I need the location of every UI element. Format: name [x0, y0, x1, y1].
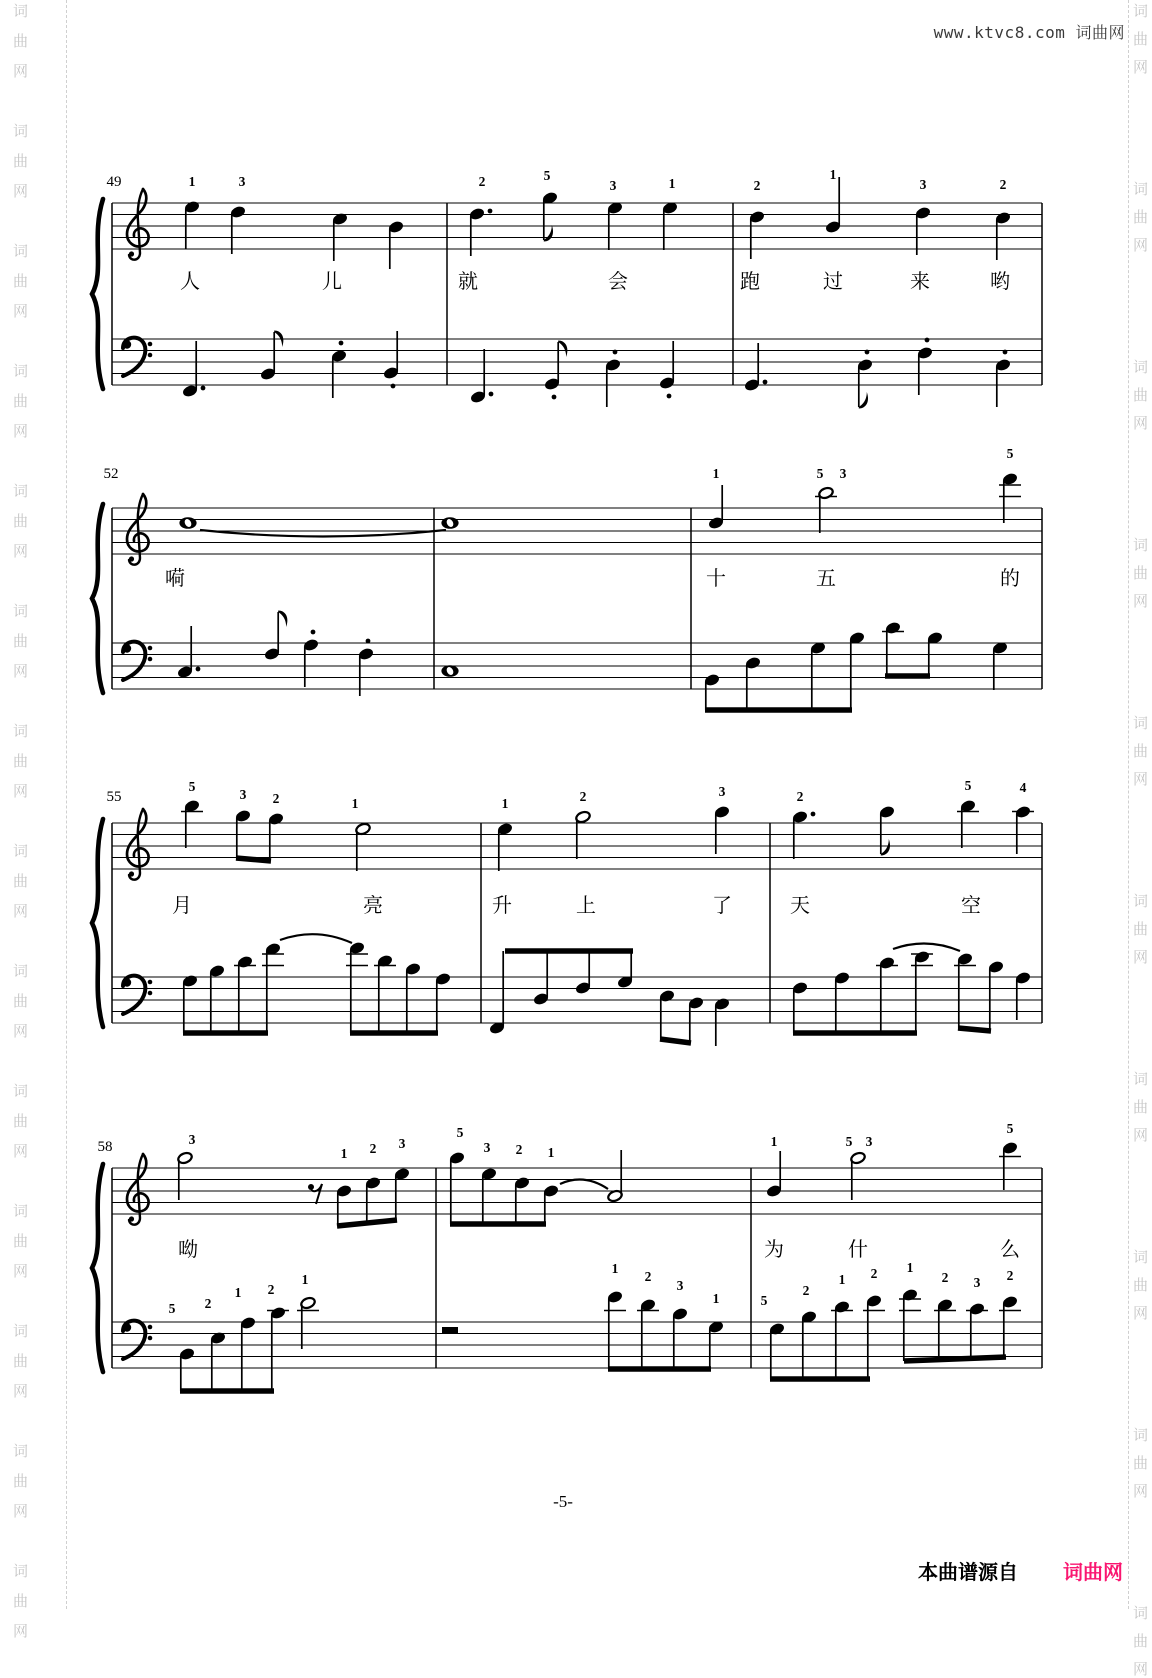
lyric-syllable: 来	[910, 271, 930, 293]
fingering-number: 5	[1006, 446, 1014, 461]
side-watermark-char: 词	[1133, 893, 1149, 910]
eighth-note	[269, 1306, 286, 1391]
fingering-number: 3	[239, 787, 247, 802]
fingering-number: 3	[973, 1275, 981, 1290]
dot	[196, 667, 201, 672]
fingering-number: 1	[547, 1145, 555, 1160]
quarter-note	[765, 1151, 782, 1198]
measure-number: 55	[106, 789, 122, 805]
eighth-note	[987, 960, 1004, 1031]
fingering-number: 5	[456, 1125, 464, 1140]
side-watermark-char: 网	[13, 183, 29, 200]
quarter-note	[604, 350, 621, 407]
side-watermark-char: 网	[1133, 237, 1149, 254]
side-watermark-char: 网	[1133, 771, 1149, 788]
dot	[488, 209, 493, 214]
side-watermark-char: 网	[13, 1383, 29, 1400]
eighth-flag	[278, 611, 287, 628]
fingering-number: 1	[906, 1260, 914, 1275]
side-watermark-char: 词	[1133, 1427, 1149, 1444]
fingering-number: 1	[668, 176, 676, 191]
eighth-note	[542, 1184, 559, 1224]
side-watermark-char: 网	[1133, 593, 1149, 610]
eighth-note	[606, 1290, 623, 1369]
side-watermark-char: 曲	[13, 153, 29, 170]
eighth-note	[913, 950, 930, 1033]
dot	[763, 380, 768, 385]
quarter-note	[302, 630, 319, 687]
fingering-number: 2	[753, 178, 761, 193]
side-watermark-char: 词	[1133, 537, 1149, 554]
eighth-note	[956, 952, 973, 1028]
fingering-number: 5	[845, 1134, 853, 1149]
side-watermark-char: 曲	[13, 33, 29, 50]
side-watermark-char: 词	[13, 723, 29, 740]
quarter-note	[914, 206, 931, 255]
eighth-note	[364, 1176, 381, 1223]
fingering-number: 1	[351, 796, 359, 811]
eighth-note	[335, 1184, 352, 1226]
footer-brand-link[interactable]: 词曲网	[1063, 1562, 1123, 1584]
beam	[904, 1357, 1006, 1361]
dot	[1003, 350, 1008, 355]
eighth-note	[513, 1176, 530, 1224]
quarter-note	[469, 349, 493, 404]
side-watermark-char: 网	[13, 1623, 29, 1640]
lyric-syllable: 五	[816, 568, 836, 590]
lyric-syllable: 为	[764, 1239, 784, 1261]
eighth-flag	[544, 225, 553, 242]
dot	[391, 384, 396, 389]
side-watermark-char: 曲	[13, 873, 29, 890]
bass-staff	[112, 339, 1042, 385]
eighth-note	[744, 656, 761, 710]
system-brace	[92, 199, 103, 389]
side-watermark-char: 词	[1133, 1249, 1149, 1266]
dot	[613, 350, 618, 355]
fingering-number: 2	[272, 791, 280, 806]
eighth-note	[968, 1302, 985, 1359]
lyric-syllable: 了	[712, 895, 732, 917]
side-watermark-char: 词	[13, 1443, 29, 1460]
side-watermark-char: 网	[13, 63, 29, 80]
fingering-number: 2	[802, 1283, 810, 1298]
side-watermark-char: 曲	[13, 633, 29, 650]
side-watermark-char: 网	[1133, 59, 1149, 76]
eighth-note	[181, 974, 198, 1033]
eighth-note	[434, 972, 451, 1033]
system-brace	[92, 819, 103, 1027]
eighth-note	[616, 951, 633, 989]
side-watermark-char: 曲	[1133, 1455, 1149, 1472]
side-watermark-char: 曲	[1133, 1633, 1149, 1650]
side-watermark-char: 网	[1133, 415, 1149, 432]
treble-staff	[112, 203, 1042, 249]
eighth-flag	[881, 839, 890, 856]
whole-note	[441, 665, 458, 677]
quarter-note	[713, 805, 730, 854]
site-watermark: www.ktvc8.com 词曲网	[933, 23, 1125, 42]
fingering-number: 3	[188, 1132, 196, 1147]
side-watermark-char: 曲	[1133, 743, 1149, 760]
measure-number: 52	[103, 466, 119, 482]
eighth-note	[707, 1320, 724, 1369]
side-watermark-char: 词	[13, 603, 29, 620]
system-55	[92, 778, 1042, 1046]
quarter-note	[1014, 971, 1031, 1020]
eighth-note	[833, 1300, 850, 1379]
eighth-note	[800, 1310, 817, 1379]
eighth-note	[178, 1347, 195, 1391]
side-watermark-char: 词	[1133, 359, 1149, 376]
side-watermark-char: 网	[13, 903, 29, 920]
fingering-number: 5	[816, 466, 824, 481]
eighth-note	[541, 191, 558, 242]
eighth-note	[856, 350, 873, 409]
fingering-number: 3	[398, 1136, 406, 1151]
lyric-syllable: 的	[1000, 568, 1020, 590]
quarter-note	[183, 200, 200, 249]
eighth-note	[543, 341, 567, 400]
eighth-flag	[859, 392, 868, 409]
dot	[667, 394, 672, 399]
fingering-number: 2	[644, 1269, 652, 1284]
fingering-number: 2	[515, 1142, 523, 1157]
fingering-number: 1	[712, 466, 720, 481]
fingering-number: 2	[1006, 1268, 1014, 1283]
system-58	[92, 1121, 1042, 1391]
side-watermark-char: 网	[1133, 1305, 1149, 1322]
eighth-note	[865, 1294, 882, 1379]
side-watermark-char: 曲	[13, 1113, 29, 1130]
lyric-syllable: 十	[706, 568, 726, 590]
quarter-note	[916, 338, 933, 395]
eighth-note	[393, 1167, 410, 1220]
side-watermark-char: 网	[1133, 1661, 1149, 1678]
eighth-note	[1001, 1295, 1018, 1357]
fingering-number: 4	[1019, 780, 1027, 795]
dot	[339, 341, 344, 346]
eighth-note	[687, 996, 704, 1043]
lyric-syllable: 上	[576, 895, 596, 917]
system-49	[92, 167, 1042, 409]
side-watermark-char: 词	[1133, 1605, 1149, 1622]
eighth-note	[658, 989, 675, 1039]
eighth-note	[480, 1167, 497, 1224]
side-watermark-char: 词	[1133, 181, 1149, 198]
fingering-number: 2	[478, 174, 486, 189]
side-watermark-char: 网	[13, 1503, 29, 1520]
quarter-note	[1001, 472, 1018, 523]
fingering-number: 3	[839, 466, 847, 481]
side-watermark-char: 词	[13, 1083, 29, 1100]
eighth-note	[404, 962, 421, 1033]
fingering-number: 3	[718, 784, 726, 799]
lyric-syllable: 月	[172, 895, 192, 917]
quarter-note	[331, 212, 348, 261]
eighth-note	[264, 942, 281, 1033]
side-watermark-char: 词	[13, 243, 29, 260]
fingering-number: 1	[829, 167, 837, 182]
quarter-note	[387, 220, 404, 269]
fingering-number: 2	[204, 1296, 212, 1311]
fingering-number: 1	[838, 1272, 846, 1287]
beam	[958, 1028, 991, 1031]
fingering-number: 5	[760, 1293, 768, 1308]
treble-staff	[112, 508, 1042, 554]
tie	[560, 1180, 608, 1189]
side-watermark-char: 网	[13, 543, 29, 560]
side-watermark-char: 词	[13, 123, 29, 140]
eighth-note	[236, 955, 253, 1033]
half-note	[300, 1296, 316, 1349]
eighth-note	[239, 1316, 256, 1391]
side-watermark-char: 词	[13, 963, 29, 980]
dot	[489, 392, 494, 397]
side-watermark-char: 曲	[13, 1353, 29, 1370]
side-watermark-char: 曲	[13, 1593, 29, 1610]
fingering-number: 1	[301, 1272, 309, 1287]
whole-note	[441, 517, 458, 529]
fingering-number: 2	[579, 789, 587, 804]
eighth-note	[809, 641, 826, 710]
fingering-number: 5	[168, 1301, 176, 1316]
fingering-number: 5	[1006, 1121, 1014, 1136]
side-watermark-char: 曲	[13, 753, 29, 770]
quarter-note	[661, 201, 678, 250]
bass-clef-icon	[123, 642, 153, 680]
tie	[893, 943, 960, 951]
system-brace	[92, 504, 103, 693]
half-note	[177, 1151, 193, 1200]
side-watermark-char: 曲	[13, 513, 29, 530]
half-rest	[442, 1327, 458, 1333]
side-watermark-char: 词	[13, 1203, 29, 1220]
quarter-note	[994, 350, 1011, 407]
dot	[366, 639, 371, 644]
side-watermark-char: 网	[1133, 949, 1149, 966]
fingering-number: 1	[340, 1146, 348, 1161]
side-watermark-char: 网	[13, 423, 29, 440]
lyric-syllable: 嗬	[165, 568, 185, 590]
lyric-syllable: 哟	[990, 271, 1010, 293]
treble-staff	[112, 1168, 1042, 1214]
quarter-note	[357, 639, 374, 696]
measure-number: 58	[97, 1139, 113, 1155]
lyric-syllable: 儿	[322, 271, 342, 293]
side-watermark-char: 曲	[1133, 1277, 1149, 1294]
quarter-note	[994, 211, 1011, 260]
lyric-syllable: 天	[790, 895, 810, 917]
whole-note	[179, 517, 196, 529]
dot	[311, 630, 316, 635]
side-watermark-char: 曲	[13, 1233, 29, 1250]
bass-clef-icon	[123, 976, 153, 1014]
eighth-note	[532, 951, 549, 1006]
side-watermark-char: 词	[1133, 715, 1149, 732]
system-52	[92, 446, 1042, 710]
eighth-note	[926, 631, 943, 676]
quarter-note	[991, 641, 1008, 690]
fingering-number: 5	[543, 168, 551, 183]
side-watermark-char: 词	[1133, 1071, 1149, 1088]
eighth-note	[878, 956, 895, 1033]
eighth-note	[671, 1307, 688, 1369]
quarter-note	[748, 210, 765, 259]
half-note	[355, 822, 371, 871]
side-watermark-char: 词	[13, 3, 29, 20]
side-watermark-char: 网	[13, 1143, 29, 1160]
eighth-note	[703, 673, 720, 710]
quarter-note	[1001, 1141, 1018, 1190]
eighth-note	[768, 1322, 785, 1379]
side-watermark-char: 曲	[13, 993, 29, 1010]
side-watermark-char: 曲	[1133, 209, 1149, 226]
fingering-number: 2	[999, 177, 1007, 192]
side-watermark-char: 网	[1133, 1127, 1149, 1144]
quarter-note	[229, 205, 246, 254]
dot	[865, 350, 870, 355]
lyric-syllable: 就	[458, 271, 478, 293]
tie	[280, 934, 352, 943]
eighth-note	[936, 1298, 953, 1360]
quarter-note	[330, 341, 347, 398]
side-watermark-char: 词	[1133, 3, 1149, 20]
quarter-note	[824, 177, 841, 234]
eighth-note	[878, 805, 895, 856]
side-watermark-char: 曲	[13, 1473, 29, 1490]
fingering-number: 2	[870, 1266, 878, 1281]
side-watermark-char: 网	[13, 1263, 29, 1280]
side-watermark-char: 曲	[1133, 387, 1149, 404]
dot	[201, 386, 206, 391]
dot	[925, 338, 930, 343]
footer-source-text: 本曲谱源自	[918, 1562, 1018, 1584]
fingering-number: 1	[188, 174, 196, 189]
bass-staff	[112, 643, 1042, 689]
lyric-syllable: 亮	[363, 895, 383, 917]
fingering-number: 1	[611, 1261, 619, 1276]
eighth-note	[267, 812, 284, 861]
lyric-syllable: 么	[1000, 1239, 1020, 1261]
fingering-number: 2	[369, 1141, 377, 1156]
beam	[660, 1039, 691, 1043]
side-watermark-char: 网	[13, 663, 29, 680]
lyric-syllable: 空	[961, 895, 981, 917]
quarter-note	[181, 341, 205, 398]
quarter-note	[176, 626, 200, 679]
bass-staff	[112, 1322, 1042, 1368]
eighth-note	[263, 611, 287, 662]
side-watermark-char: 网	[1133, 1483, 1149, 1500]
fingering-number: 2	[796, 789, 804, 804]
half-note	[607, 1150, 623, 1203]
side-watermark-char: 词	[13, 363, 29, 380]
lyric-syllable: 呦	[178, 1239, 198, 1261]
quarter-note	[606, 201, 623, 250]
fingering-number: 3	[483, 1140, 491, 1155]
eighth-flag	[558, 341, 567, 358]
fingering-number: 3	[919, 177, 927, 192]
side-watermark-char: 网	[13, 783, 29, 800]
side-watermark-char: 曲	[13, 393, 29, 410]
quarter-note	[713, 997, 730, 1046]
fingering-number: 1	[770, 1134, 778, 1149]
side-watermark-char: 词	[13, 483, 29, 500]
fingering-number: 5	[188, 779, 196, 794]
bass-clef-icon	[123, 1321, 153, 1359]
fingering-number: 3	[609, 178, 617, 193]
dot	[811, 812, 816, 817]
dot	[552, 395, 557, 400]
bass-clef-icon	[123, 338, 153, 376]
page-number: -5-	[553, 1492, 573, 1511]
side-watermark-char: 网	[13, 1023, 29, 1040]
quarter-note	[382, 331, 399, 388]
measure-number: 49	[106, 174, 122, 190]
fingering-number: 3	[238, 174, 246, 189]
beam	[236, 858, 271, 861]
eighth-note	[234, 809, 251, 858]
half-note	[850, 1151, 866, 1200]
eighth-note	[833, 971, 850, 1033]
quarter-note	[1014, 805, 1031, 854]
side-watermark-char: 曲	[1133, 565, 1149, 582]
lyric-syllable: 跑	[740, 271, 760, 293]
fingering-number: 1	[501, 796, 509, 811]
side-watermark-char: 曲	[1133, 921, 1149, 938]
side-watermark-char: 词	[13, 1563, 29, 1580]
eighth-note	[448, 1151, 465, 1224]
lyric-syllable: 会	[608, 271, 628, 293]
fingering-number: 2	[267, 1282, 275, 1297]
fingering-number: 3	[865, 1134, 873, 1149]
eighth-note	[209, 1331, 226, 1391]
half-note	[818, 486, 834, 533]
side-watermark-char: 曲	[1133, 31, 1149, 48]
fingering-number: 3	[676, 1278, 684, 1293]
quarter-note	[658, 341, 675, 398]
eighth-rest	[308, 1184, 322, 1204]
lyric-syllable: 升	[492, 895, 512, 917]
side-watermark-char: 词	[13, 843, 29, 860]
eighth-note	[884, 621, 901, 676]
side-watermark-char: 曲	[13, 273, 29, 290]
fingering-number: 1	[234, 1285, 242, 1300]
lyric-syllable: 过	[823, 271, 843, 293]
lyric-syllable: 人	[180, 271, 200, 293]
lyric-syllable: 什	[848, 1239, 868, 1261]
eighth-note	[791, 981, 808, 1033]
fingering-number: 1	[712, 1291, 720, 1306]
side-watermark-char: 曲	[1133, 1099, 1149, 1116]
side-watermark-char: 网	[13, 303, 29, 320]
fingering-number: 5	[964, 778, 972, 793]
bass-staff	[112, 977, 1042, 1023]
fingering-number: 2	[941, 1270, 949, 1285]
side-watermark-char: 词	[13, 1323, 29, 1340]
eighth-note	[574, 951, 591, 995]
system-brace	[92, 1164, 103, 1372]
